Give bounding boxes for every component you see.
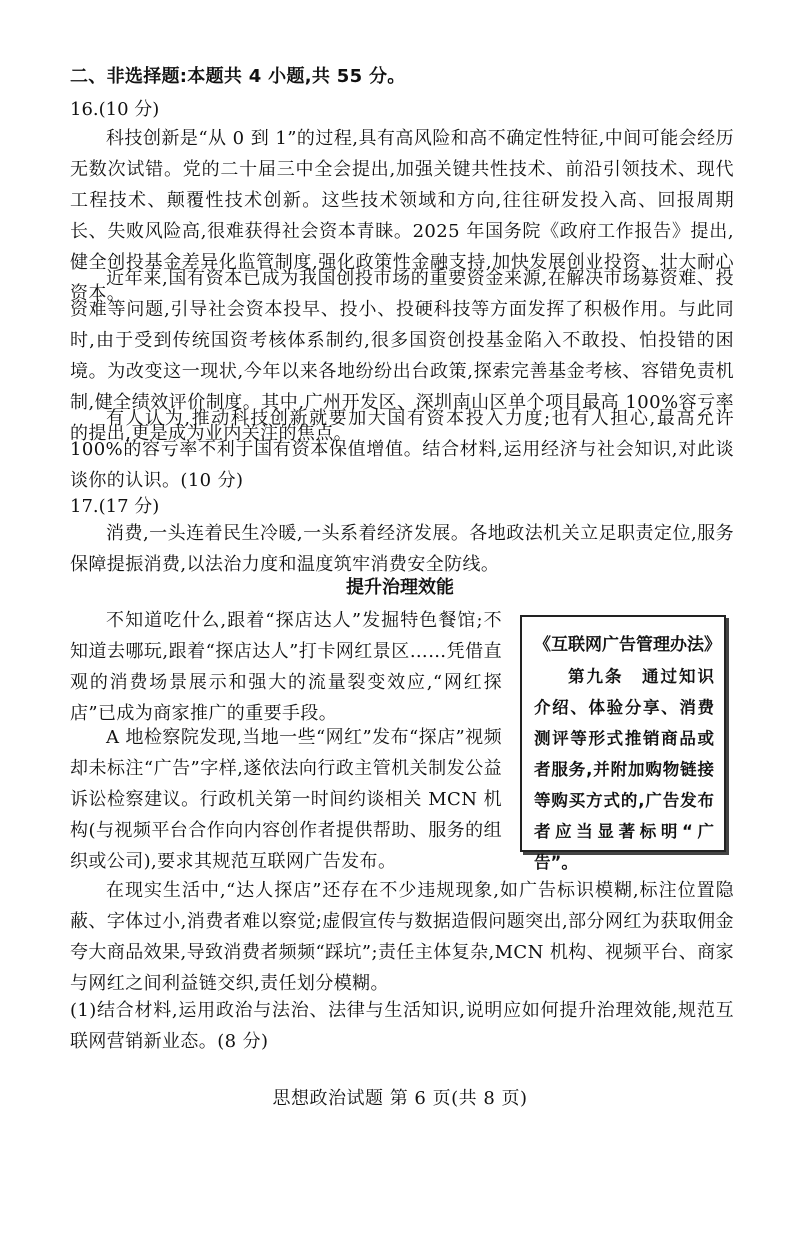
question-17-number: 17.(17 分) (70, 496, 160, 517)
section-title: 二、非选择题:本题共 4 小题,共 55 分。 (70, 66, 406, 87)
sub-heading: 提升治理效能 (346, 577, 454, 598)
q17-left-paragraph-1: 不知道吃什么,跟着“探店达人”发掘特色餐馆;不知道去哪玩,跟着“探店达人”打卡网红景区……凭借直观的消费场景展示和强大的流量裂变效应,“网红探店”已成为商家推广的重要手段。 (70, 610, 502, 724)
question-16-number: 16.(10 分) (70, 99, 160, 120)
law-excerpt-box (520, 615, 726, 872)
page-footer: 思想政治试题 第 6 页(共 8 页) (272, 1088, 528, 1109)
q16-paragraph-1: 科技创新是“从 0 到 1”的过程,具有高风险和高不确定性特征,中间可能会经历无数次试错。党的二十届三中全会提出,加强关键共性技术、前沿引领技术、现代工程技术、颠覆性技术创新。这些技术领域和方向,往往研发投入高、回报周期长、失败风险高,很难获得社会资本青睐。2025 年国务院《政府工作报告》提出,健全创投基金差异化监管制度,强化政策性金融支持,加快发展创业投资、壮大耐心资本。 (70, 128, 734, 304)
q17-intro: 消费,一头连着民生冷暖,一头系着经济发展。各地政法机关立足职责定位,服务保障提振消费,以法治力度和温度筑牢消费安全防线。 (70, 523, 734, 575)
law-title: 《互联网广告管理办法》 (534, 635, 721, 655)
q17-sub-question-1: (1)结合材料,运用政治与法治、法律与生活知识,说明应如何提升治理效能,规范互联网营销新业态。(8 分) (70, 1000, 734, 1052)
q16-paragraph-2: 近年来,国有资本已成为我国创投市场的重要资金来源,在解决市场募资难、投资难等问题,引导社会资本投早、投小、投硬科技等方面发挥了积极作用。与此同时,由于受到传统国资考核体系制约,很多国资创投基金陷入不敢投、怕投错的困境。为改变这一现状,今年以来各地纷纷出台政策,探索完善基金考核、容错免责机制,健全绩效评价制度。其中,广州开发区、深圳南山区单个项目最高 100%容亏率的提出,更是成为业内关注的焦点。 (70, 268, 734, 444)
q16-paragraph-3: 有人认为,推动科技创新就要加大国有资本投入力度;也有人担心,最高允许 100%的容亏率不利于国有资本保值增值。结合材料,运用经济与社会知识,对此谈谈你的认识。(10 分) (70, 408, 734, 491)
law-article-text: 第九条 通过知识介绍、体验分享、消费测评等形式推销商品或者服务,并附加购物链接等购买方式的,广告发布者应当显著标明“广告”。 (534, 667, 714, 872)
q17-reality-paragraph: 在现实生活中,“达人探店”还存在不少违规现象,如广告标识模糊,标注位置隐蔽、字体过小,消费者难以察觉;虚假宣传与数据造假问题突出,部分网红为获取佣金夸大商品效果,导致消费者频频“踩坑”;责任主体复杂,MCN 机构、视频平台、商家与网红之间利益链交织,责任划分模糊。 (70, 880, 734, 994)
q17-left-paragraph-2: A 地检察院发现,当地一些“网红”发布“探店”视频却未标注“广告”字样,遂依法向行政主管机关制发公益诉讼检察建议。行政机关第一时间约谈相关 MCN 机构(与视频平台合作向内容创作者提供帮助、服务的组织或公司),要求其规范互联网广告发布。 (70, 727, 502, 872)
